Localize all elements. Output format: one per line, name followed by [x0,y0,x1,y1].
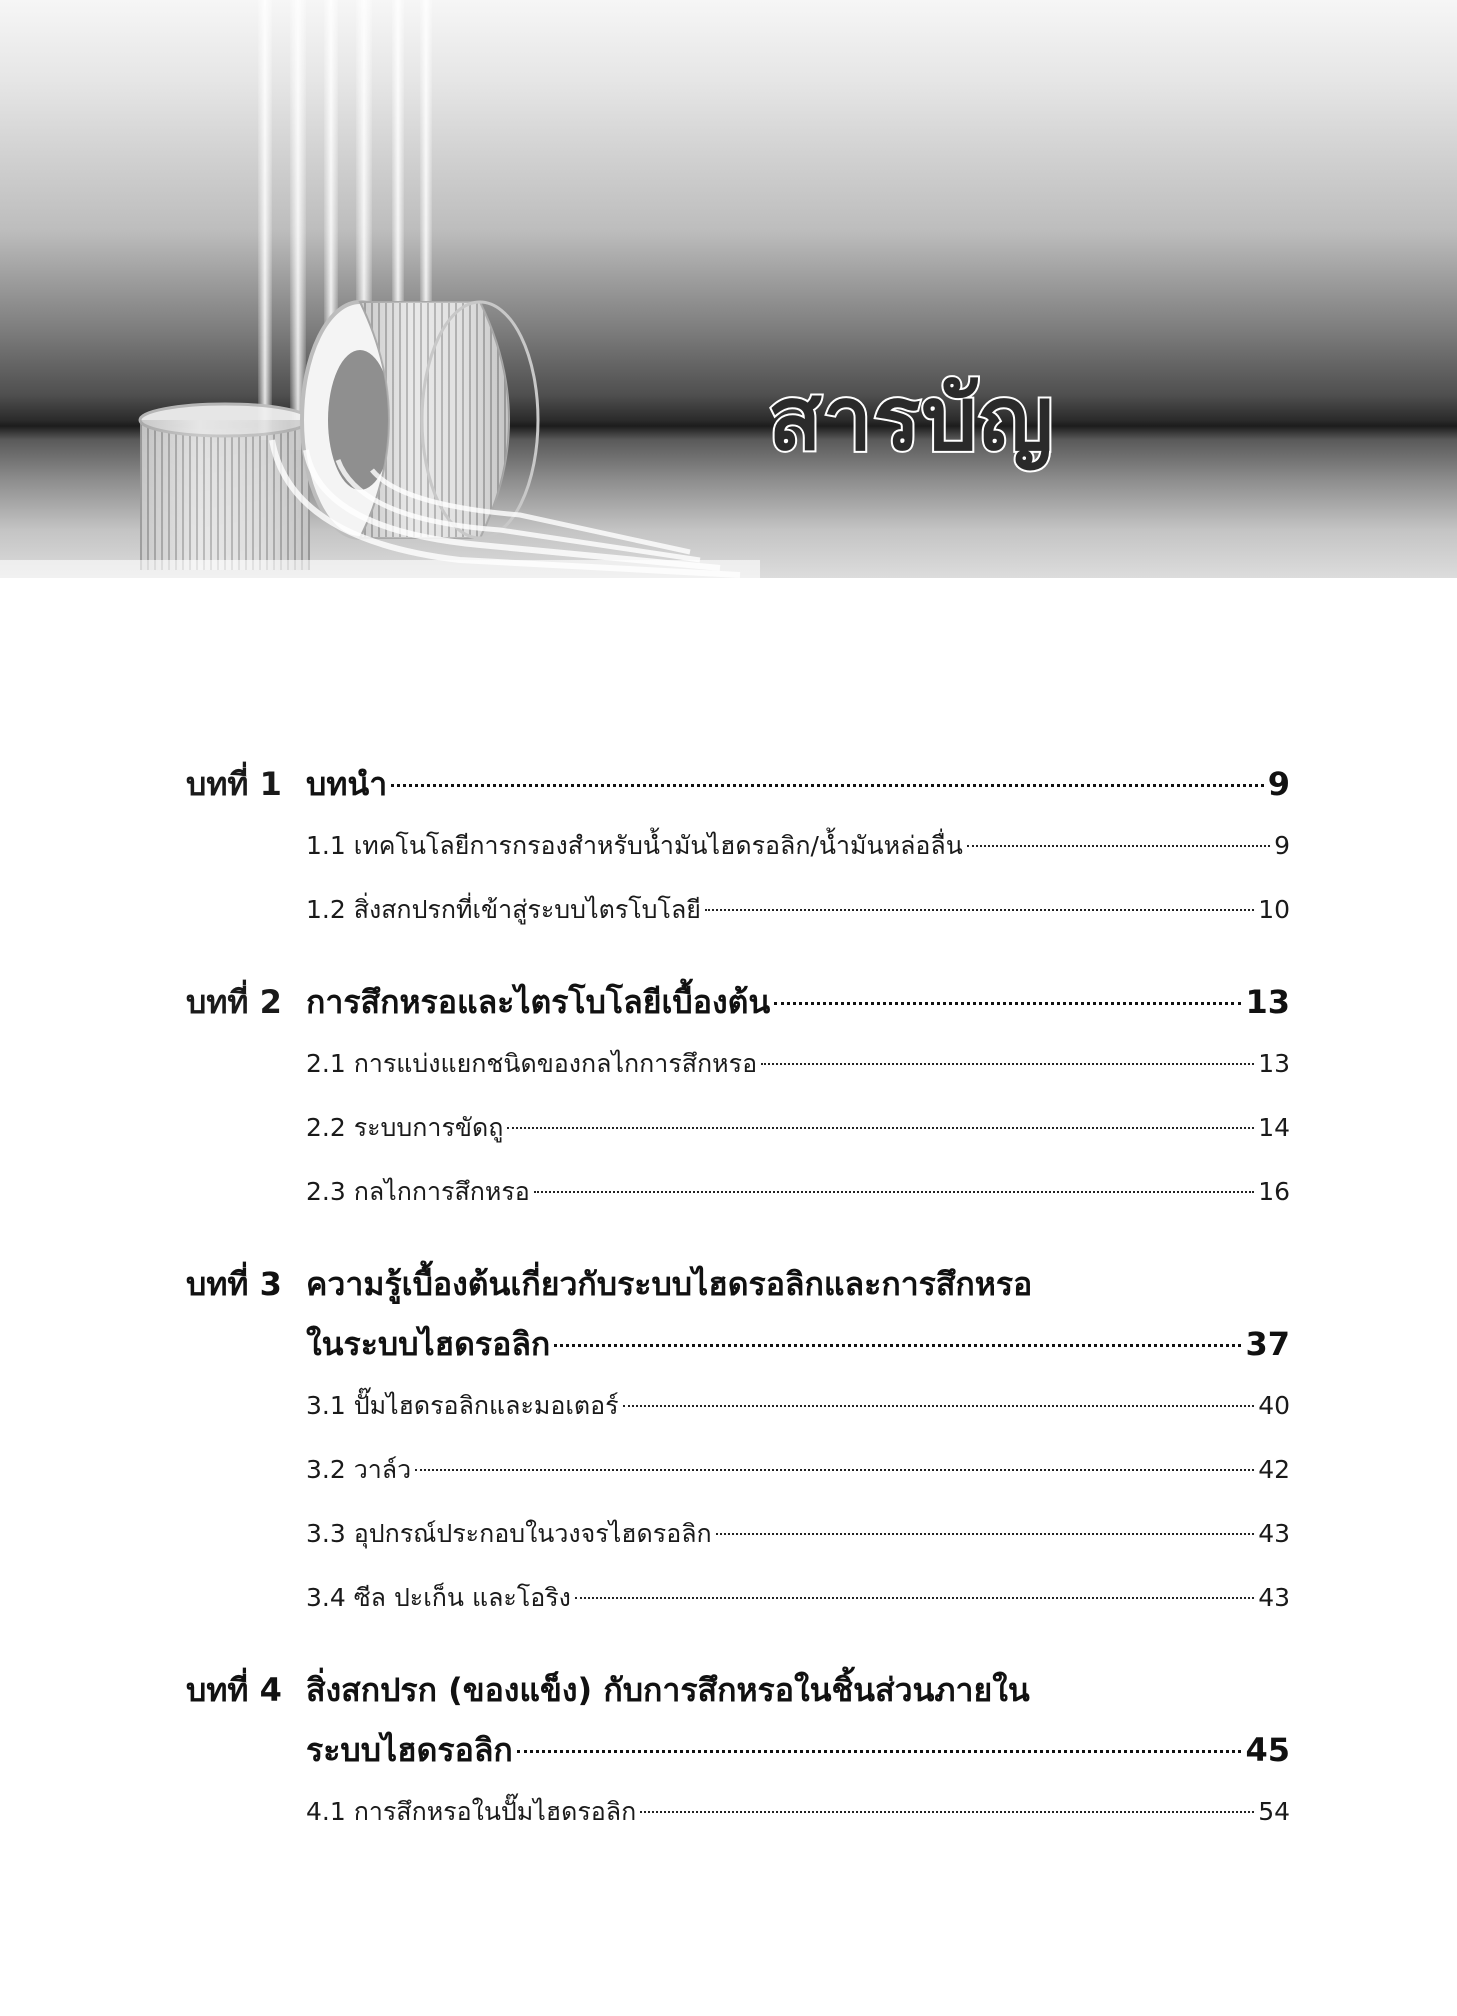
dot-leader [415,1469,1254,1471]
dot-leader [623,1405,1255,1407]
chapter-title-line2: ในระบบไฮดรอลิก [306,1325,551,1363]
toc-section-3-4[interactable] [186,1566,1290,1630]
toc-section-1-2[interactable] [186,878,1290,942]
section-title: 3.1 ปั๊มไฮดรอลิกและมอเตอร์ [306,1391,619,1420]
chapter-number: บทที่ 2 [186,983,282,1021]
page-title-text: สารบัญ [768,367,1055,470]
toc-chapter-2[interactable] [186,972,1290,1032]
dot-leader [640,1811,1254,1813]
section-page: 13 [1258,1049,1290,1078]
toc-section-2-2[interactable] [186,1096,1290,1160]
section-page: 43 [1258,1519,1290,1548]
dot-leader [507,1127,1254,1129]
header-banner [0,0,1457,578]
toc-chapter-3-continued[interactable] [186,1314,1290,1374]
section-title: 2.3 กลไกการสึกหรอ [306,1177,530,1206]
chapter-title: การสึกหรอและไตรโบโลยีเบื้องต้น [306,983,771,1021]
toc-section-4-1[interactable] [186,1780,1290,1844]
small-filter [140,404,310,570]
toc-section-3-3[interactable] [186,1502,1290,1566]
chapter-title-line1: สิ่งสกปรก (ของแข็ง) กับการสึกหรอในชิ้นส่วนภายใน [306,1671,1030,1709]
section-page: 43 [1258,1583,1290,1612]
section-title: 1.1 เทคโนโลยีการกรองสำหรับน้ำมันไฮดรอลิก/น้ำมันหล่อลื่น [306,831,963,860]
dot-leader [517,1750,1242,1753]
chapter-number: บทที่ 1 [186,765,282,803]
dot-leader [716,1533,1255,1535]
chapter-page: 13 [1245,983,1290,1021]
section-title: 2.2 ระบบการขัดถู [306,1113,504,1142]
chapter-title-line1: ความรู้เบื้องต้นเกี่ยวกับระบบไฮดรอลิกและการสึกหรอ [306,1265,1033,1303]
section-page: 9 [1274,831,1290,860]
toc-section-2-1[interactable] [186,1032,1290,1096]
section-title: 1.2 สิ่งสกปรกที่เข้าสู่ระบบไตรโบโลยี [306,895,701,924]
toc-section-3-2[interactable] [186,1438,1290,1502]
toc-chapter-1[interactable] [186,754,1290,814]
toc-chapter-3[interactable] [186,1254,1290,1314]
section-title: 4.1 การสึกหรอในปั๊มไฮดรอลิก [306,1797,637,1826]
section-title: 3.3 อุปกรณ์ประกอบในวงจรไฮดรอลิก [306,1519,712,1548]
chapter-page: 45 [1245,1731,1290,1769]
chapter-number: บทที่ 4 [186,1671,282,1709]
section-page: 54 [1258,1797,1290,1826]
chapter-title-line2: ระบบไฮดรอลิก [306,1731,513,1769]
chapter-page: 9 [1267,765,1290,803]
chapter-number: บทที่ 3 [186,1265,282,1303]
toc-section-2-3[interactable] [186,1160,1290,1224]
toc-section-1-1[interactable] [186,814,1290,878]
chapter-title: บทนำ [306,765,388,803]
toc-section-3-1[interactable] [186,1374,1290,1438]
section-page: 42 [1258,1455,1290,1484]
toc-chapter-4-continued[interactable] [186,1720,1290,1780]
filter-illustration [0,0,1457,578]
section-page: 14 [1258,1113,1290,1142]
section-title: 3.4 ซีล ปะเก็น และโอริง [306,1583,571,1612]
section-title: 2.1 การแบ่งแยกชนิดของกลไกการสึกหรอ [306,1049,758,1078]
chapter-page: 37 [1245,1325,1290,1363]
section-page: 16 [1258,1177,1290,1206]
section-page: 10 [1258,895,1290,924]
page-title [768,367,1055,470]
dot-leader [575,1597,1254,1599]
section-page: 40 [1258,1391,1290,1420]
toc-chapter-4[interactable] [186,1660,1290,1720]
dot-leader [967,845,1270,847]
dot-leader [761,1063,1254,1065]
dot-leader [534,1191,1254,1193]
table-of-contents [186,754,1290,1844]
dot-leader [705,909,1254,911]
dot-leader [554,1344,1241,1347]
dot-leader [774,1002,1241,1005]
dot-leader [391,784,1263,787]
section-title: 3.2 วาล์ว [306,1455,412,1484]
